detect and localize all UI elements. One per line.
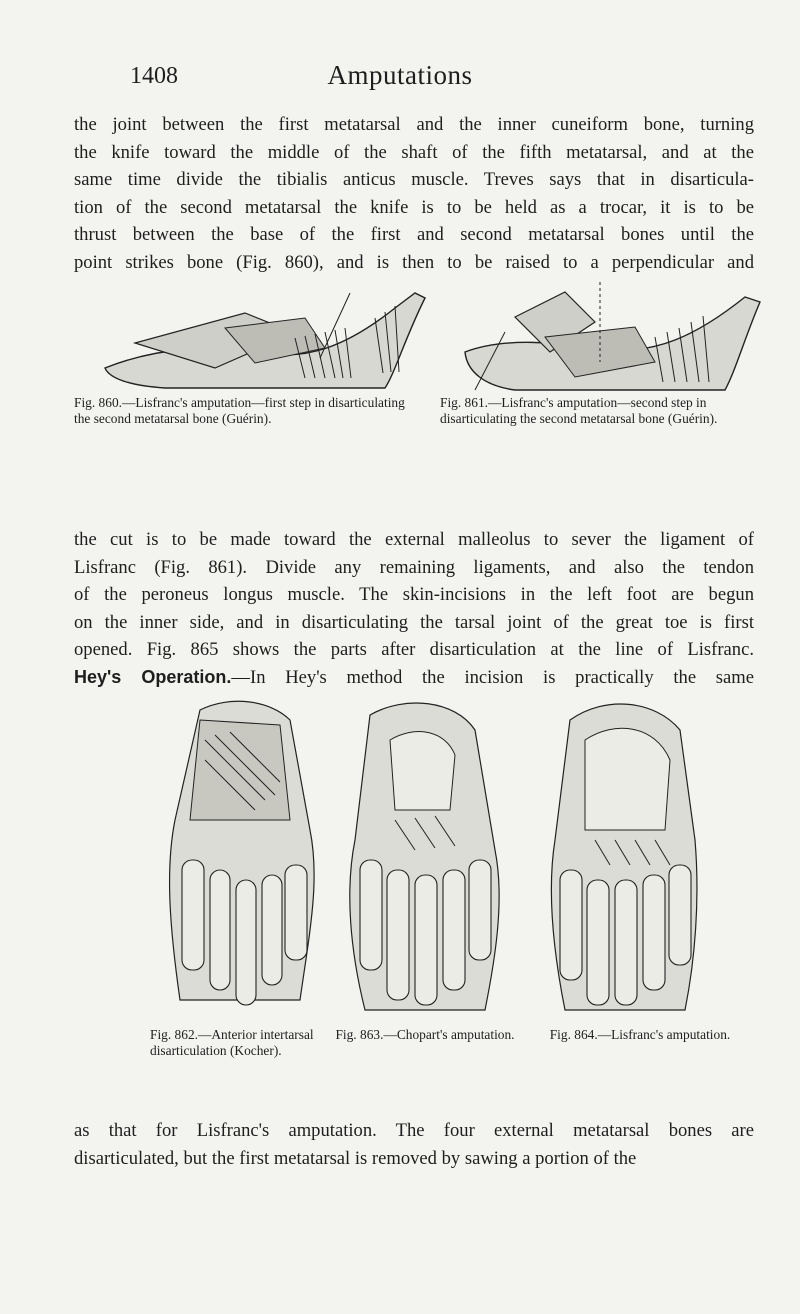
paragraph-1: [74, 111, 754, 277]
figure-number: Fig. 860.: [74, 395, 122, 410]
figure-number: Fig. 863.: [335, 1027, 384, 1042]
text-line: Lisfranc (Fig. 861). Divide any remaining ligaments, and also the tendon: [74, 556, 754, 578]
figure-862-caption: [150, 1027, 360, 1059]
text-line: disarticulated, but the first metatarsal is removed by sawing a portion of the: [74, 1147, 637, 1169]
text-line: tion of the second metatarsal the knife is to be held as a trocar, it is to be: [74, 196, 754, 218]
figure-863-caption: [330, 1027, 520, 1043]
figure-860-caption: [74, 395, 414, 427]
figure-862-illustration: [160, 700, 330, 1020]
figure-number: Fig. 864.: [549, 1027, 598, 1042]
text-line: the knife toward the middle of the shaft of the fifth metatarsal, and at the: [74, 141, 754, 163]
figure-number: Fig. 861.: [440, 395, 488, 410]
text-line-with-heading: [74, 664, 754, 692]
figure-861-caption: [440, 395, 770, 427]
figure-number: Fig. 862.: [150, 1027, 198, 1042]
figure-861-illustration: [455, 282, 765, 394]
text-line: on the inner side, and in disarticulating the tarsal joint of the great toe is first: [74, 611, 754, 633]
text-line: the joint between the first metatarsal and the inner cuneiform bone, turning: [74, 114, 754, 135]
caption-text: —Lisfranc's amputation—second step in disarticulating the second metatarsal bone (Guérin).: [440, 395, 718, 426]
caption-text: —Lisfranc's amputation—first step in disarticulating the second metatarsal bone (Guérin).: [74, 395, 405, 426]
figure-864-illustration: [535, 700, 715, 1020]
caption-text: —Chopart's amputation.: [383, 1027, 515, 1042]
running-head: Amputations: [327, 60, 473, 90]
text-line: thrust between the base of the first and second metatarsal bones until the: [74, 224, 754, 246]
figure-863-illustration: [335, 700, 515, 1020]
caption-text: —Anterior intertarsal disarticulation (Kocher).: [150, 1027, 314, 1058]
figure-864-caption: [540, 1027, 740, 1043]
text-line: of the peroneus longus muscle. The skin-incisions in the left foot are begun: [74, 584, 754, 606]
page-number: 1408: [130, 63, 178, 89]
figure-860-illustration: [95, 288, 435, 393]
text-line: same time divide the tibialis anticus muscle. Treves says that in disarticula-: [74, 169, 754, 191]
text-line: opened. Fig. 865 shows the parts after disarticulation at the line of Lisfranc.: [74, 639, 754, 661]
text-line: as that for Lisfranc's amputation. The four external metatarsal bones are: [74, 1120, 754, 1141]
heading-continuation: —In Hey's method the incision is practically the same: [231, 666, 754, 688]
section-heading: Hey's Operation.: [74, 666, 232, 687]
text-line: point strikes bone (Fig. 860), and is then to be raised to a perpendicular and: [74, 251, 754, 273]
paragraph-3: [74, 1117, 754, 1172]
paragraph-2: [74, 526, 754, 692]
caption-text: —Lisfranc's amputation.: [597, 1027, 731, 1042]
text-line: the cut is to be made toward the external malleolus to sever the ligament of: [74, 529, 754, 550]
